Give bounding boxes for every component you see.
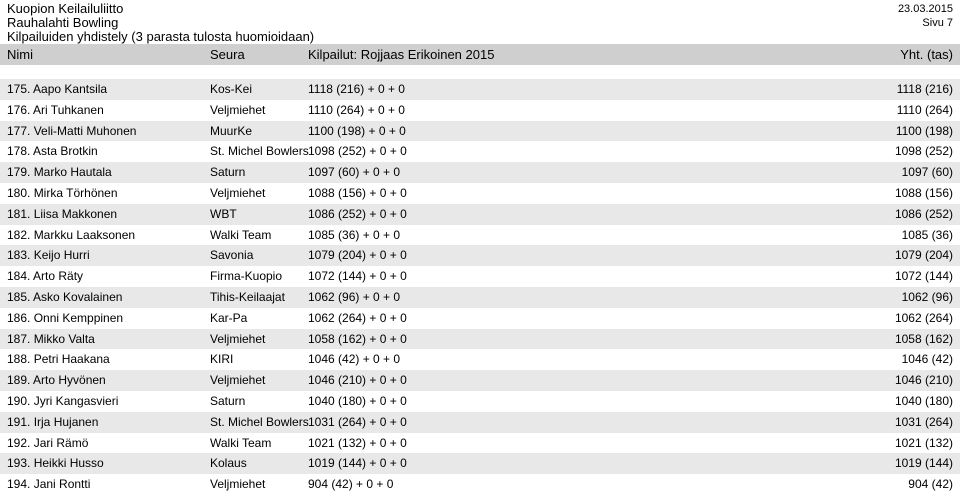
competition-scores: 1110 (264) + 0 + 0 [308, 102, 405, 117]
column-header-total: Yht. (tas) [900, 47, 953, 62]
total-score: 1046 (210) [894, 373, 953, 388]
report-subtitle: Kilpailuiden yhdistely (3 parasta tulosta huomioidaan) [7, 29, 315, 44]
player-name: 178. Asta Brotkin [7, 144, 98, 159]
player-name: 175. Aapo Kantsila [7, 82, 108, 96]
competition-scores: 1062 (96) + 0 + 0 [308, 289, 401, 304]
player-name: 193. Heikki Husso [7, 456, 104, 471]
report-date: 23.03.2015 [897, 3, 953, 15]
column-header-competitions: Kilpailut: Rojjaas Erikoinen 2015 [308, 47, 495, 62]
competition-scores: 1100 (198) + 0 + 0 [308, 123, 406, 138]
total-score: 1118 (216) [896, 82, 953, 96]
club-name: Veljmiehet [210, 477, 266, 492]
competition-scores: 1072 (144) + 0 + 0 [308, 269, 407, 284]
total-score: 1062 (264) [894, 310, 953, 325]
player-name: 183. Keijo Hurri [7, 248, 90, 263]
table-row [0, 204, 960, 225]
table-row [0, 329, 960, 350]
table-row [0, 412, 960, 433]
club-name: St. Michel Bowlers [210, 414, 309, 429]
club-name: Tihis-Keilaajat [210, 289, 285, 304]
table-row [0, 391, 960, 412]
player-name: 186. Onni Kemppinen [7, 310, 124, 325]
total-score: 1085 (36) [901, 227, 953, 242]
competition-scores: 1062 (264) + 0 + 0 [308, 310, 407, 325]
table-row [0, 349, 960, 370]
club-name: KIRI [210, 352, 234, 367]
total-score: 1021 (132) [894, 435, 953, 450]
total-score: 1086 (252) [894, 206, 953, 221]
results-table [0, 79, 960, 495]
club-name: Veljmiehet [210, 102, 266, 117]
table-row [0, 370, 960, 391]
player-name: 191. Irja Hujanen [7, 414, 99, 429]
total-score: 904 (42) [908, 477, 953, 492]
player-name: 180. Mirka Törhönen [7, 185, 118, 200]
total-score: 1079 (204) [894, 248, 953, 263]
table-row [0, 100, 960, 121]
player-name: 179. Marko Hautala [7, 165, 112, 180]
total-score: 1088 (156) [894, 185, 953, 200]
column-header-club: Seura [210, 47, 245, 62]
competition-scores: 1040 (180) + 0 + 0 [308, 393, 407, 408]
competition-scores: 1058 (162) + 0 + 0 [308, 331, 407, 346]
competition-scores: 1046 (210) + 0 + 0 [308, 373, 407, 388]
club-name: Firma-Kuopio [210, 269, 283, 284]
table-row [0, 266, 960, 287]
total-score: 1058 (162) [894, 331, 953, 346]
competition-scores: 1098 (252) + 0 + 0 [308, 144, 407, 159]
column-header-name: Nimi [7, 47, 33, 62]
total-score: 1046 (42) [901, 352, 953, 367]
player-name: 181. Liisa Makkonen [7, 206, 118, 221]
club-name: Saturn [210, 393, 246, 408]
table-row [0, 79, 960, 100]
table-row [0, 308, 960, 329]
venue-name: Rauhalahti Bowling [7, 15, 119, 30]
column-header-bar [0, 44, 960, 65]
club-name: Veljmiehet [210, 185, 266, 200]
competition-scores: 1031 (264) + 0 + 0 [308, 414, 407, 429]
club-name: St. Michel Bowlers [210, 144, 309, 159]
player-name: 189. Arto Hyvönen [7, 373, 106, 388]
club-name: MuurKe [210, 123, 253, 138]
table-row [0, 162, 960, 183]
table-row [0, 474, 960, 495]
player-name: 194. Jani Rontti [7, 477, 91, 492]
total-score: 1062 (96) [901, 289, 953, 304]
player-name: 187. Mikko Valta [7, 331, 95, 346]
competition-scores: 1086 (252) + 0 + 0 [308, 206, 407, 221]
total-score: 1100 (198) [895, 123, 953, 138]
table-row [0, 141, 960, 162]
total-score: 1031 (264) [894, 414, 953, 429]
club-name: Walki Team [210, 435, 272, 450]
club-name: Kar-Pa [210, 310, 248, 325]
player-name: 190. Jyri Kangasvieri [7, 393, 119, 408]
total-score: 1040 (180) [894, 393, 953, 408]
competition-scores: 1085 (36) + 0 + 0 [308, 227, 401, 242]
table-row [0, 121, 960, 142]
club-name: Saturn [210, 165, 246, 180]
competition-scores: 1046 (42) + 0 + 0 [308, 352, 401, 367]
club-name: Kos-Kei [210, 82, 253, 96]
total-score: 1072 (144) [894, 269, 953, 284]
competition-scores: 1088 (156) + 0 + 0 [308, 185, 407, 200]
competition-scores: 1118 (216) + 0 + 0 [308, 82, 405, 96]
table-row [0, 183, 960, 204]
table-row [0, 245, 960, 266]
club-name: Savonia [210, 248, 254, 263]
club-name: Veljmiehet [210, 331, 266, 346]
competition-scores: 904 (42) + 0 + 0 [308, 477, 394, 492]
player-name: 184. Arto Räty [7, 269, 84, 284]
organization-name: Kuopion Keilailuliitto [7, 1, 124, 16]
club-name: WBT [210, 206, 237, 221]
table-row [0, 433, 960, 454]
competition-scores: 1021 (132) + 0 + 0 [308, 435, 407, 450]
competition-scores: 1097 (60) + 0 + 0 [308, 165, 401, 180]
club-name: Walki Team [210, 227, 272, 242]
total-score: 1098 (252) [894, 144, 953, 159]
table-row [0, 453, 960, 474]
player-name: 185. Asko Kovalainen [7, 289, 123, 304]
player-name: 176. Ari Tuhkanen [7, 102, 104, 117]
competition-scores: 1019 (144) + 0 + 0 [308, 456, 407, 471]
player-name: 182. Markku Laaksonen [7, 227, 136, 242]
total-score: 1019 (144) [894, 456, 953, 471]
page-number: Sivu 7 [922, 17, 953, 29]
club-name: Veljmiehet [210, 373, 266, 388]
table-row [0, 287, 960, 308]
player-name: 188. Petri Haakana [7, 352, 110, 367]
total-score: 1097 (60) [901, 165, 953, 180]
player-name: 177. Veli-Matti Muhonen [7, 123, 137, 138]
table-row [0, 225, 960, 246]
competition-scores: 1079 (204) + 0 + 0 [308, 248, 407, 263]
club-name: Kolaus [210, 456, 247, 471]
total-score: 1110 (264) [896, 102, 953, 117]
player-name: 192. Jari Rämö [7, 435, 89, 450]
